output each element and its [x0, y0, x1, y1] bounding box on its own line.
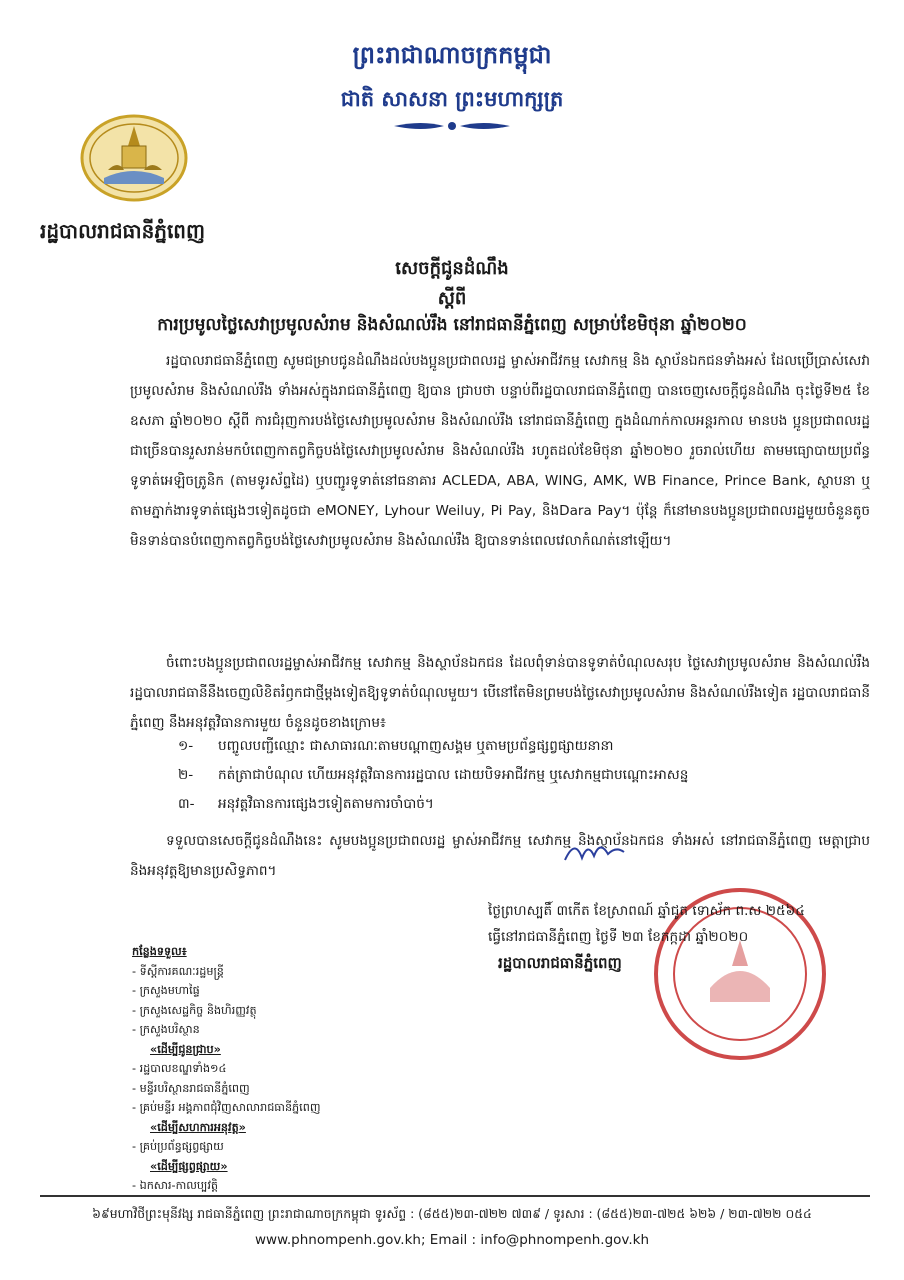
initials-signature-icon	[560, 832, 650, 872]
body-paragraph-1: រដ្ឋបាលរាជធានីភ្នំពេញ សូមជម្រាបជូនដំណឹងដល់បងប្អូនប្រជាពលរដ្ឋ ម្ចាស់អាជីវកម្ម សេវាកម្ម និង ស្ថាប័នឯកជនទាំងអស់ ដែលប្រើប្រាស់សេវាប្រមូលសំរាម និងសំណល់រឹង ទាំងអស់ក្នុងរាជធានីភ្នំពេញ ឱ្យបាន ជ្រាបថា បន្ទាប់ពីរដ្ឋបាលរាជធានីភ្នំពេញ បានចេញសេចក្តីជូនដំណឹង ចុះថ្ងៃទី២៥ ខែឧសភា ឆ្នាំ២០២០ ស្តីពី ការជំរុញការបង់ថ្លៃសេវាប្រមូលសំរាម និងសំណល់រឹង នៅរាជធានីភ្នំពេញ ក្នុងដំណាក់កាលអន្តរកាល មានបង ប្អូនប្រជាពលរដ្ឋជាច្រើនបានរួសរាន់មកបំពេញកាតព្វកិច្ចបង់ថ្លៃសេវាប្រមូលសំរាម និងសំណល់រឹង រហូតដល់ខែមិថុនា ឆ្នាំ២០២០ រួចរាល់ហើយ តាមមធ្យោបាយប្រព័ន្ធទូទាត់អេឡិចត្រូនិក (តាមទូរស័ព្ទដៃ) ឬបញ្ជូរទូទាត់នៅធនាគារ ACLEDA, ABA, WING, AMK, WB Finance, Prince Bank, ស្ថាបនា ឬតាមភ្នាក់ងារទូទាត់ផ្សេងៗទៀតដូចជា eMONEY, Lyhour Weiluy, Pi Pay, និងDara Pay។ ប៉ុន្តែ ក៏នៅមានបងប្អូនប្រជាពលរដ្ឋមួយចំនួនតូច មិនទាន់បានបំពេញកាតព្វកិច្ចបង់ថ្លៃសេវាប្រមូលសំរាម និងសំណល់រឹង ឱ្យបានទាន់ពេលវេលាកំណត់នៅឡើយ។	[130, 353, 870, 549]
signature-block	[488, 898, 878, 976]
lunar-date: ថ្ងៃព្រហស្បតិ៍ ៣កើត ខែស្រាពណ៍ ឆ្នាំជូត ទោស័ក ព.ស ២៥៦៤	[488, 903, 805, 919]
issuer-name: រដ្ឋបាលរាជធានីភ្នំពេញ	[40, 219, 206, 243]
for-info-label: «ដើម្បីជូនជ្រាប»	[150, 1042, 221, 1056]
item-text: កត់ត្រាជាបំណុល ហើយអនុវត្តវិធានការរដ្ឋបាល ដោយបិទអាជីវកម្ម ឬសេវាកម្មជាបណ្តោះអាសន្ន	[218, 767, 689, 783]
footer-address: ៦៩មហាវិថីព្រះមុនីវង្ស រាជធានីភ្នំពេញ ព្រះរាជាណាចក្រកម្ពុជា ទូរស័ព្ទ : (៨៥៥)២៣-៧២២ ៧៣៩ / ទូរសារ : (៨៥៥)២៣-៧២៥ ៦២៦ / ២៣-៧២២ ០៥៤	[92, 1206, 812, 1221]
list-item: - គ្រប់មន្ទីរ អង្គភាពជុំវិញសាលារាជធានីភ្នំពេញ	[132, 1101, 321, 1114]
measures-list	[178, 732, 878, 819]
document-subtitle: ស្តីពី	[437, 288, 467, 309]
item-text: អនុវត្តវិធានការផ្សេងៗទៀតតាមការចាំបាច់។	[218, 796, 434, 812]
list-item: - ក្រសួងសេដ្ឋកិច្ច និងហិរញ្ញវត្ថុ	[132, 1003, 257, 1017]
footer-divider	[40, 1195, 870, 1197]
list-item: - ក្រសួងមហាផ្ទៃ	[132, 984, 200, 997]
body-paragraph-3: ទទួលបានសេចក្តីជូនដំណឹងនេះ សូមបងប្អូនប្រជាពលរដ្ឋ ម្ចាស់អាជីវកម្ម សេវាកម្ម និងស្ថាប័នឯកជន ទាំងអស់ នៅរាជធានីភ្នំពេញ មេត្តាជ្រាប និងអនុវត្តឱ្យមានប្រសិទ្ធភាព។	[130, 833, 870, 879]
list-item: - ក្រសួងបរិស្ថាន	[132, 1023, 200, 1036]
item-number: ១-	[178, 738, 194, 754]
recipients-heading: កន្លែងទទួល៖	[132, 945, 187, 958]
national-motto: ជាតិ សាសនា ព្រះមហាក្សត្រ	[340, 87, 564, 111]
list-item: - មន្ទីរបរិស្ថានរាជធានីភ្នំពេញ	[132, 1081, 250, 1095]
list-item	[178, 761, 878, 790]
for-action-label: «ដើម្បីសហការអនុវត្ត»	[150, 1120, 246, 1134]
ornament-divider-icon	[392, 118, 512, 134]
list-item: - ទីស្តីការគណៈរដ្ឋមន្ត្រី	[132, 964, 224, 978]
item-number: ៣-	[178, 796, 195, 812]
list-item: - ឯកសារ-កាលប្បវត្តិ	[132, 1179, 218, 1192]
document-title: សេចក្តីជូនដំណឹង	[395, 258, 509, 279]
item-text: បញ្ចូលបញ្ជីឈ្មោះ ជាសាធារណៈតាមបណ្តាញសង្គម ឬតាមប្រព័ន្ធផ្សព្វផ្សាយនានា	[218, 738, 614, 754]
kingdom-heading: ព្រះរាជាណាចក្រកម្ពុជា	[352, 41, 552, 69]
recipients-list	[132, 942, 452, 1196]
list-item: - គ្រប់ប្រព័ន្ធផ្សព្វផ្សាយ	[132, 1140, 224, 1153]
item-number: ២-	[178, 767, 194, 783]
list-item	[178, 732, 878, 761]
document-subject: ការប្រមូលថ្លៃសេវាប្រមូលសំរាម និងសំណល់រឹង នៅរាជធានីភ្នំពេញ សម្រាប់ខែមិថុនា ឆ្នាំ២០២០	[157, 315, 747, 335]
place-and-date: ធ្វើនៅរាជធានីភ្នំពេញ ថ្ងៃទី ២៣ ខែកក្កដា ឆ្នាំ២០២០	[488, 929, 749, 945]
list-item: - រដ្ឋបាលខណ្ឌទាំង១៤	[132, 1062, 227, 1075]
footer-contact: www.phnompenh.gov.kh; Email : info@phnompenh.gov.kh	[254, 1232, 650, 1248]
list-item	[178, 790, 878, 819]
body-paragraph-2: ចំពោះបងប្អូនប្រជាពលរដ្ឋម្ចាស់អាជីវកម្ម សេវាកម្ម និងស្ថាប័នឯកជន ដែលពុំទាន់បានទូទាត់បំណុលសរុប ថ្លៃសេវាប្រមូលសំរាម និងសំណល់រឹង រដ្ឋបាលរាជធានីនឹងចេញលិខិតរំឭកជាថ្មីម្តងទៀតឱ្យទូទាត់បំណុលមួយ។ បើនៅតែមិនព្រមបង់ថ្លៃសេវាប្រមូលសំរាម និងសំណល់រឹងទៀត រដ្ឋបាលរាជធានីភ្នំពេញ នឹងអនុវត្តវិធានការមួយ ចំនួនដូចខាងក្រោម៖	[130, 655, 870, 731]
for-publish-label: «ដើម្បីផ្សព្វផ្សាយ»	[150, 1159, 228, 1173]
phnom-penh-seal-icon	[78, 112, 190, 204]
signing-organization: រដ្ឋបាលរាជធានីភ្នំពេញ	[498, 954, 622, 972]
